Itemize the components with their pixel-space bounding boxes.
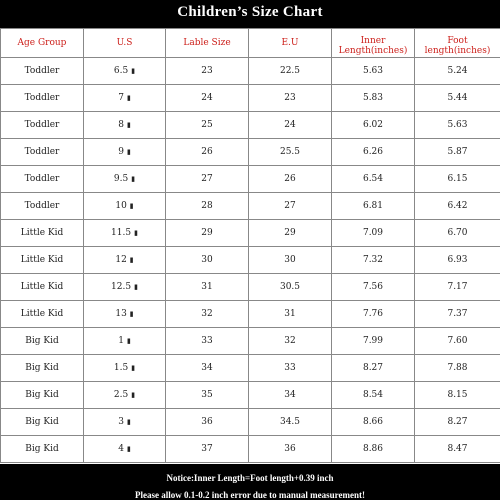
cell-us	[84, 301, 166, 328]
cell-us	[84, 139, 166, 166]
cell-us	[84, 112, 166, 139]
cell-lable-size: 27	[166, 166, 249, 193]
us-size-value: 2.5	[113, 390, 129, 400]
cell-foot-length: 6.42	[415, 193, 500, 220]
us-size-marker-icon: ▮	[131, 67, 136, 75]
cell-lable-size: 35	[166, 382, 249, 409]
table-row	[1, 247, 500, 274]
table-row	[1, 166, 500, 193]
us-size-marker-icon: ▮	[134, 229, 138, 237]
us-size-value: 11.5	[111, 228, 132, 238]
us-size-marker-icon: ▮	[126, 94, 131, 102]
cell-foot-length: 5.24	[415, 58, 500, 85]
us-size-marker-icon: ▮	[131, 175, 136, 183]
cell-lable-size: 26	[166, 139, 249, 166]
table-row	[1, 85, 500, 112]
cell-inner-length: 7.32	[332, 247, 415, 274]
header-lable-size: Lable Size	[166, 29, 249, 58]
cell-age-group: Little Kid	[1, 274, 84, 301]
table-row	[1, 436, 500, 463]
us-size-marker-icon: ▮	[129, 202, 134, 210]
table-row	[1, 112, 500, 139]
cell-foot-length: 5.87	[415, 139, 500, 166]
header-foot-length: Foot length(inches)	[415, 29, 500, 58]
cell-foot-length: 5.63	[415, 112, 500, 139]
size-table	[0, 28, 500, 463]
cell-eu: 25.5	[249, 139, 332, 166]
us-size-marker-icon: ▮	[126, 418, 131, 426]
cell-eu: 24	[249, 112, 332, 139]
us-size-value: 7	[118, 93, 124, 103]
cell-us	[84, 382, 166, 409]
cell-foot-length: 8.47	[415, 436, 500, 463]
cell-inner-length: 8.54	[332, 382, 415, 409]
footer-notice-bar	[0, 464, 500, 500]
cell-us	[84, 85, 166, 112]
chart-title: Children’s Size Chart	[0, 0, 500, 28]
table-row	[1, 220, 500, 247]
cell-inner-length: 5.63	[332, 58, 415, 85]
cell-foot-length: 6.93	[415, 247, 500, 274]
cell-age-group: Toddler	[1, 112, 84, 139]
us-size-value: 13	[115, 309, 127, 319]
cell-eu: 36	[249, 436, 332, 463]
cell-eu: 34	[249, 382, 332, 409]
cell-age-group: Big Kid	[1, 328, 84, 355]
cell-age-group: Little Kid	[1, 301, 84, 328]
header-age-group: Age Group	[1, 29, 84, 58]
table-row	[1, 274, 500, 301]
cell-lable-size: 32	[166, 301, 249, 328]
cell-lable-size: 23	[166, 58, 249, 85]
cell-eu: 22.5	[249, 58, 332, 85]
cell-us	[84, 274, 166, 301]
cell-lable-size: 25	[166, 112, 249, 139]
cell-inner-length: 6.02	[332, 112, 415, 139]
cell-us	[84, 328, 166, 355]
us-size-value: 1	[118, 336, 124, 346]
header-eu: E.U	[249, 29, 332, 58]
cell-foot-length: 7.88	[415, 355, 500, 382]
us-size-value: 12.5	[111, 282, 132, 292]
table-row	[1, 382, 500, 409]
us-size-marker-icon: ▮	[129, 256, 134, 264]
us-size-value: 9.5	[113, 174, 129, 184]
cell-us	[84, 220, 166, 247]
cell-us	[84, 409, 166, 436]
cell-age-group: Little Kid	[1, 247, 84, 274]
cell-us	[84, 193, 166, 220]
cell-eu: 29	[249, 220, 332, 247]
cell-eu: 31	[249, 301, 332, 328]
cell-lable-size: 37	[166, 436, 249, 463]
table-row	[1, 139, 500, 166]
table-row	[1, 301, 500, 328]
cell-eu: 33	[249, 355, 332, 382]
cell-age-group: Little Kid	[1, 220, 84, 247]
us-size-value: 10	[115, 201, 127, 211]
cell-us	[84, 355, 166, 382]
cell-us	[84, 247, 166, 274]
us-size-marker-icon: ▮	[126, 121, 131, 129]
cell-foot-length: 8.27	[415, 409, 500, 436]
cell-us	[84, 436, 166, 463]
table-row	[1, 355, 500, 382]
table-row	[1, 58, 500, 85]
us-size-value: 1.5	[113, 363, 129, 373]
cell-inner-length: 7.56	[332, 274, 415, 301]
cell-inner-length: 6.54	[332, 166, 415, 193]
table-row	[1, 409, 500, 436]
cell-foot-length: 8.15	[415, 382, 500, 409]
cell-foot-length: 5.44	[415, 85, 500, 112]
cell-eu: 27	[249, 193, 332, 220]
table-body	[1, 58, 500, 463]
table-header-row	[1, 29, 500, 58]
cell-age-group: Big Kid	[1, 355, 84, 382]
cell-age-group: Toddler	[1, 139, 84, 166]
table-row	[1, 328, 500, 355]
us-size-marker-icon: ▮	[126, 445, 131, 453]
cell-age-group: Toddler	[1, 58, 84, 85]
cell-foot-length: 7.17	[415, 274, 500, 301]
cell-lable-size: 28	[166, 193, 249, 220]
cell-inner-length: 6.26	[332, 139, 415, 166]
cell-lable-size: 30	[166, 247, 249, 274]
cell-inner-length: 8.27	[332, 355, 415, 382]
us-size-value: 4	[118, 444, 124, 454]
header-inner-length: Inner Length(inches)	[332, 29, 415, 58]
us-size-value: 8	[118, 120, 124, 130]
cell-lable-size: 29	[166, 220, 249, 247]
cell-eu: 32	[249, 328, 332, 355]
cell-inner-length: 8.86	[332, 436, 415, 463]
cell-inner-length: 7.76	[332, 301, 415, 328]
cell-us	[84, 166, 166, 193]
cell-lable-size: 24	[166, 85, 249, 112]
us-size-value: 3	[118, 417, 124, 427]
us-size-marker-icon: ▮	[131, 391, 136, 399]
notice-text: Notice:Inner Length=Foot length+0.39 inch	[166, 473, 334, 483]
cell-foot-length: 7.37	[415, 301, 500, 328]
cell-age-group: Big Kid	[1, 382, 84, 409]
us-size-value: 12	[115, 255, 127, 265]
cell-age-group: Big Kid	[1, 436, 84, 463]
cell-age-group: Toddler	[1, 193, 84, 220]
allowance-text: Please allow 0.1-0.2 inch error due to manual measurement!	[135, 490, 365, 500]
cell-foot-length: 6.15	[415, 166, 500, 193]
cell-inner-length: 7.99	[332, 328, 415, 355]
cell-eu: 26	[249, 166, 332, 193]
cell-lable-size: 33	[166, 328, 249, 355]
cell-eu: 30	[249, 247, 332, 274]
cell-lable-size: 34	[166, 355, 249, 382]
cell-inner-length: 5.83	[332, 85, 415, 112]
header-us: U.S	[84, 29, 166, 58]
cell-age-group: Big Kid	[1, 409, 84, 436]
us-size-marker-icon: ▮	[126, 148, 131, 156]
us-size-marker-icon: ▮	[131, 364, 136, 372]
us-size-marker-icon: ▮	[129, 310, 134, 318]
cell-lable-size: 36	[166, 409, 249, 436]
cell-eu: 23	[249, 85, 332, 112]
us-size-marker-icon: ▮	[126, 337, 131, 345]
cell-us	[84, 58, 166, 85]
cell-inner-length: 7.09	[332, 220, 415, 247]
cell-age-group: Toddler	[1, 166, 84, 193]
us-size-marker-icon: ▮	[134, 283, 138, 291]
cell-eu: 34.5	[249, 409, 332, 436]
cell-age-group: Toddler	[1, 85, 84, 112]
us-size-value: 6.5	[113, 66, 129, 76]
us-size-value: 9	[118, 147, 124, 157]
cell-foot-length: 7.60	[415, 328, 500, 355]
cell-lable-size: 31	[166, 274, 249, 301]
cell-foot-length: 6.70	[415, 220, 500, 247]
table-row	[1, 193, 500, 220]
cell-eu: 30.5	[249, 274, 332, 301]
cell-inner-length: 8.66	[332, 409, 415, 436]
cell-inner-length: 6.81	[332, 193, 415, 220]
